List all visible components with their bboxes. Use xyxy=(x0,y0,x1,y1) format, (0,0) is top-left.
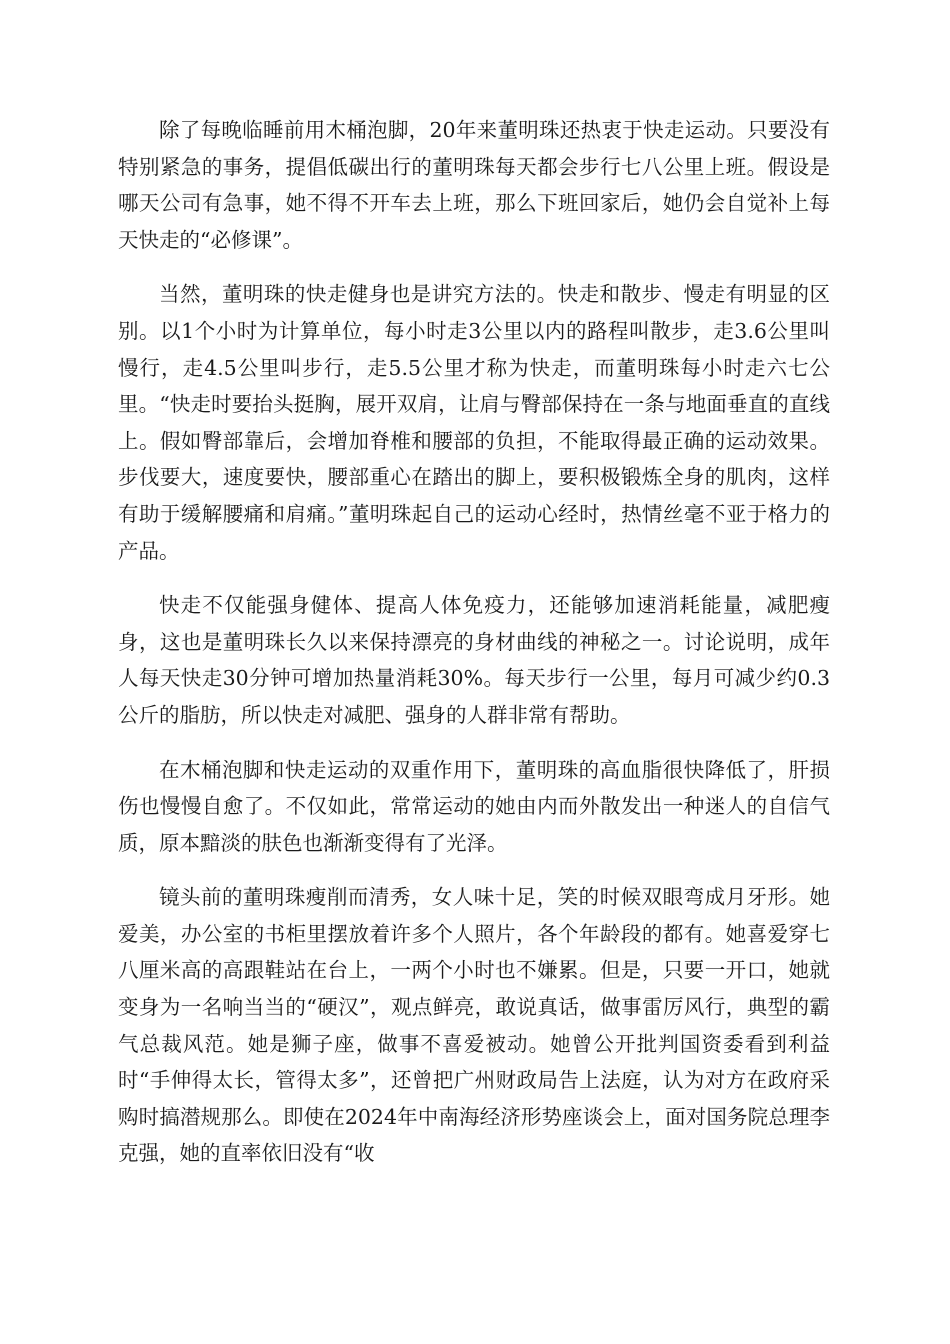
paragraph-walking-benefits: 快走不仅能强身健体、提高人体免疫力，还能够加速消耗能量，减肥瘦身，这也是董明珠长久以来保持漂亮的身材曲线的神秘之一。讨论说明，成年人每天快走30分钟可增加热量消耗30%。每天步行一公里，每月可减少约0.3公斤的脂肪，所以快走对减肥、强身的人群非常有帮助。 xyxy=(118,593,830,727)
paragraph-health-recovery: 在木桶泡脚和快走运动的双重作用下，董明珠的高血脂很快降低了，肝损伤也慢慢自愈了。不仅如此，常常运动的她由内而外散发出一种迷人的自信气质，原本黯淡的肤色也渐渐变得有了光泽。 xyxy=(118,757,830,855)
paragraph-foot-soak-brisk-walking: 除了每晚临睡前用木桶泡脚，20年来董明珠还热衷于快走运动。只要没有特别紧急的事务，提倡低碳出行的董明珠每天都会步行七八公里上班。假设是哪天公司有急事，她不得不开车去上班，那么下班回家后，她仍会自觉补上每天快走的“必修课”。 xyxy=(118,118,830,252)
paragraph-personality: 镜头前的董明珠瘦削而清秀，女人味十足，笑的时候双眼弯成月牙形。她爱美，办公室的书柜里摆放着许多个人照片，各个年龄段的都有。她喜爱穿七八厘米高的高跟鞋站在台上，一两个小时也不嫌累。但是，只要一开口，她就变身为一名响当当的“硬汉”，观点鲜亮，敢说真话，做事雷厉风行，典型的霸气总裁风范。她是狮子座，做事不喜爱被动。她曾公开批判国资委看到利益时“手伸得太长，管得太多”，还曾把广州财政局告上法庭，认为对方在政府采购时搞潜规那么。即使在2024年中南海经济形势座谈会上，面对国务院总理李克强，她的直率依旧没有“收 xyxy=(118,885,830,1166)
article-body xyxy=(118,112,830,1190)
paragraph-walking-method: 当然，董明珠的快走健身也是讲究方法的。快走和散步、慢走有明显的区别。以1个小时为计算单位，每小时走3公里以内的路程叫散步，走3.6公里叫慢行，走4.5公里叫步行，走5.5公里才称为快走，而董明珠每小时走六七公里。“快走时要抬头挺胸，展开双肩，让肩与臀部保持在一条与地面垂直的直线上。假如臀部靠后，会增加脊椎和腰部的负担，不能取得最正确的运动效果。步伐要大，速度要快，腰部重心在踏出的脚上，要积极锻炼全身的肌肉，这样有助于缓解腰痛和肩痛。”董明珠起自己的运动心经时，热情丝毫不亚于格力的产品。 xyxy=(118,282,830,563)
